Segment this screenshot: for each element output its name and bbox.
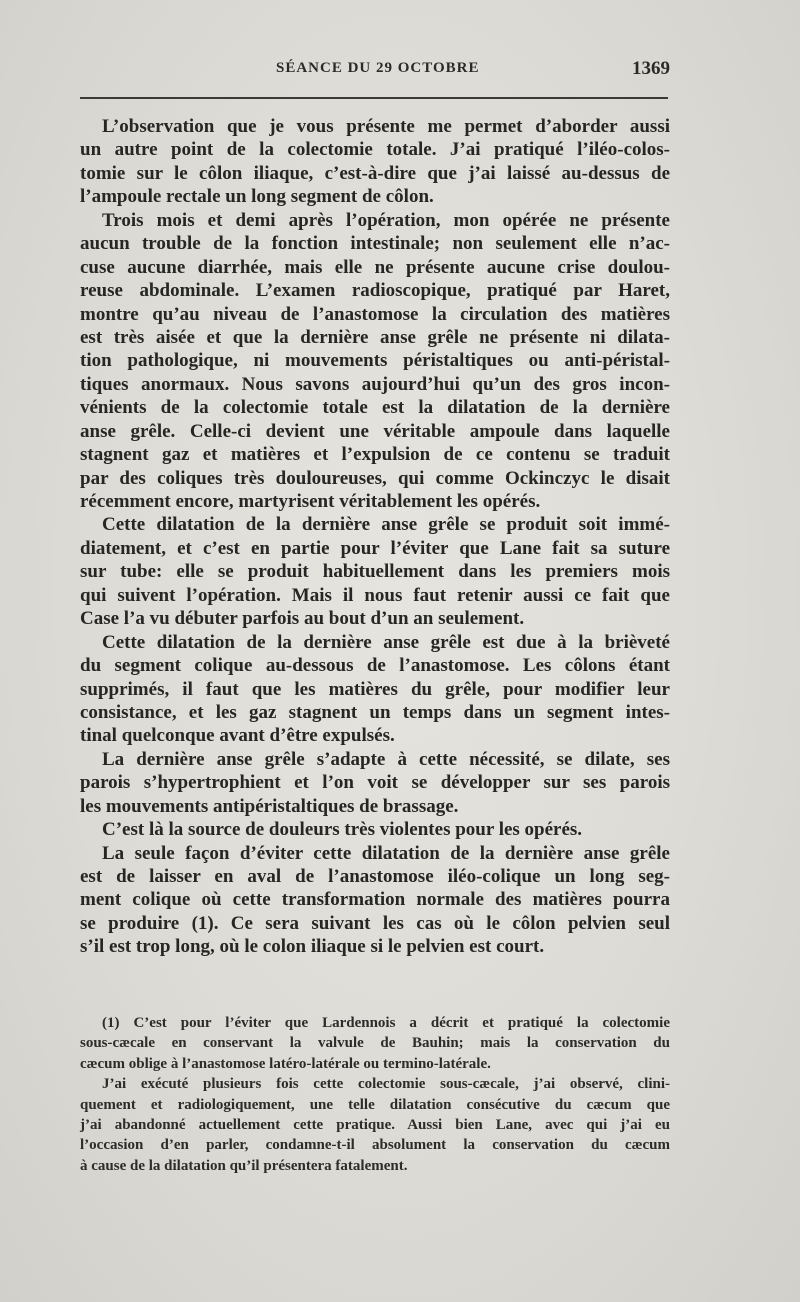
text-line: un autre point de la colectomie totale. J’ai pratiqué l’iléo-colos- (80, 139, 670, 161)
text-line: les mouvements antipéristaltiques de brassage. (80, 795, 459, 817)
text-line: vénients de la colectomie totale est la dilatation de la dernière (80, 397, 670, 419)
footnotes (80, 1013, 670, 1176)
text-line: s’il est trop long, où le colon iliaque si le pelvien est court. (80, 936, 545, 958)
text-line: récemment encore, martyrisent véritablement les opérés. (80, 491, 541, 512)
text-line: qui suivent l’opération. Mais il nous faut retenir aussi ce fait que (80, 584, 670, 606)
text-line: Cette dilatation de la dernière anse grêle se produit soit immé- (102, 514, 670, 536)
text-line: supprimés, il faut que les matières du grêle, pour modifier leur (80, 678, 670, 700)
text-line: l’ampoule rectale un long segment de côlon. (80, 186, 434, 208)
page-header (80, 60, 670, 86)
text-line: tomie sur le côlon iliaque, c’est-à-dire que j’ai laissé au-dessus de (80, 162, 670, 184)
text-line: se produire (1). Ce sera suivant les cas où le côlon pelvien seul (80, 912, 670, 934)
text-line: parois s’hypertrophient et l’on voit se développer sur ses parois (80, 772, 670, 794)
footnote-line: cæcum oblige à l’anastomose latéro-latérale ou termino-latérale. (80, 1055, 491, 1072)
text-line: est de laisser en aval de l’anastomose iléo-colique un long seg- (80, 866, 670, 887)
page-number: 1369 (632, 58, 670, 79)
text-line: La dernière anse grêle s’adapte à cette nécessité, se dilate, ses (102, 748, 670, 770)
text-line: consistance, et les gaz stagnent un temps dans un segment intes- (80, 701, 670, 723)
footnote-line: J’ai exécuté plusieurs fois cette colectomie sous-cæcale, j’ai observé, clini- (102, 1076, 670, 1093)
text-line: aucun trouble de la fonction intestinale; non seulement elle n’ac- (80, 233, 670, 255)
footnote-line: (1) C’est pour l’éviter que Lardennois a décrit et pratiqué la colectomie (102, 1015, 670, 1031)
footnote-line: à cause de la dilatation qu’il présentera fatalement. (80, 1157, 408, 1174)
footnote-line: quement et radiologiquement, une telle dilatation consécutive du cæcum que (80, 1096, 670, 1113)
text-line: par des coliques très douloureuses, qui comme Ockinczyc le disait (80, 467, 670, 489)
text-line: L’observation que je vous présente me permet d’aborder aussi (102, 116, 670, 137)
text-line: diatement, et c’est en partie pour l’éviter que Lane fait sa suture (80, 537, 670, 559)
footnote-line: j’ai abandonné actuellement cette pratique. Aussi bien Lane, avec qui j’ai eu (80, 1116, 670, 1133)
header-rule (80, 97, 668, 99)
footnote-line: l’occasion d’en parler, condamne-t-il absolument la conservation du cæcum (80, 1137, 670, 1154)
running-title: SÉANCE DU 29 OCTOBRE (276, 60, 480, 76)
text-line: cuse aucune diarrhée, mais elle ne présente aucune crise doulou- (80, 256, 670, 278)
main-text (80, 115, 670, 959)
text-line: Case l’a vu débuter parfois au bout d’un an seulement. (80, 608, 525, 630)
text-line: stagnent gaz et matières et l’expulsion de ce contenu se traduit (80, 444, 670, 466)
text-line: est très aisée et que la dernière anse grêle ne présente ni dilata- (80, 326, 670, 348)
text-line: Cette dilatation de la dernière anse grêle est due à la brièveté (102, 631, 670, 653)
text-line: tinal quelconque avant d’être expulsés. (80, 725, 395, 747)
text-line: anse grêle. Celle-ci devient une véritable ampoule dans laquelle (80, 420, 670, 442)
text-line: reuse abdominale. L’examen radioscopique, pratiqué par Haret, (80, 280, 670, 302)
text-line: montre qu’au niveau de l’anastomose la circulation des matières (80, 303, 670, 325)
text-line: C’est là la source de douleurs très violentes pour les opérés. (102, 819, 583, 841)
text-line: La seule façon d’éviter cette dilatation de la dernière anse grêle (102, 842, 670, 864)
text-line: tiques anormaux. Nous savons aujourd’hui qu’un des gros incon- (80, 373, 670, 395)
text-line: ment colique où cette transformation normale des matières pourra (80, 889, 670, 911)
text-line: sur tube: elle se produit habituellement dans les premiers mois (80, 561, 670, 583)
text-line: tion pathologique, ni mouvements péristaltiques ou anti-péristal- (80, 350, 670, 372)
text-line: du segment colique au-dessous de l’anastomose. Les côlons étant (80, 655, 670, 677)
text-line: Trois mois et demi après l’opération, mon opérée ne présente (102, 209, 670, 231)
footnote-line: sous-cæcale en conservant la valvule de Bauhin; mais la conservation du (80, 1035, 670, 1052)
